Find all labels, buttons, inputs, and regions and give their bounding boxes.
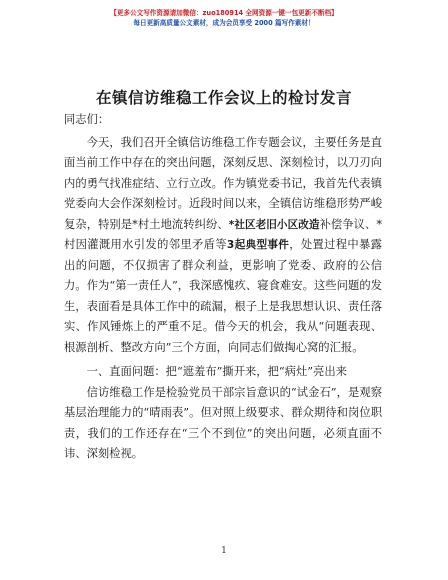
promo-banner-line1: 【更多公文写作资源请加微信：zuo180914 全网资源一键一包更新不断档】 [110,9,338,17]
paragraph-intro-text-3: ，处置过程中暴露出的问题，不仅损害了群众利益，更影响了党委、政府的公信力。作为“第一责任人”，我深感愧疚、寝食难安。这些问题的发生，表面看是具体工作中的疏漏，根子上是我思想认识、责任落实、作风锤炼上的严重不足。借今天的机会，我从“问题表现、根源剖析、整改方向”三个方面，向同志们做掏心窝的汇报。 [64,238,382,354]
paragraph-intro-text-2: 补偿争议、*村因灌溉用水引发的邻里矛盾等 [64,217,382,251]
paragraph-intro-emphasis-1: *社区老旧小区改造 [228,218,320,231]
document-body [64,110,382,465]
promo-banner [0,8,448,28]
document-title: 在镇信访维稳工作会议上的检讨发言 [95,89,352,107]
salutation: 同志们： [64,113,110,126]
promo-banner-line2: 每日更新高质量公文素材，成为会员享受 2000 篇写作素材！ [133,19,315,27]
page-number: 1 [221,546,227,556]
section-heading-1: 一、直面问题：把“遮羞布”撕开来，把“病灶”亮出来 [86,365,347,378]
paragraph-section-1: 信访维稳工作是检验党员干部宗旨意识的“试金石”，是观察基层治理能力的“晴雨表”。但对照上级要求、群众期待和岗位职责，我们的工作还存在“三个不到位”的突出问题，必须直面不讳、深刻检视。 [64,385,382,460]
paragraph-intro-text-1: 今天，我们召开全镇信访维稳工作专题会议，主要任务是直面当前工作中存在的突出问题，深刻反思、深刻检讨，以刀刃向内的勇气找准症结、立行立改。作为镇党委书记，我首先代表镇党委向大会作深刻检讨。近段时间以来，全镇信访维稳形势严峻复杂，特别是*村土地流转纠纷、 [64,135,382,231]
paragraph-intro [64,133,382,359]
paragraph-intro-emphasis-2: 3起典型事件 [226,239,290,251]
